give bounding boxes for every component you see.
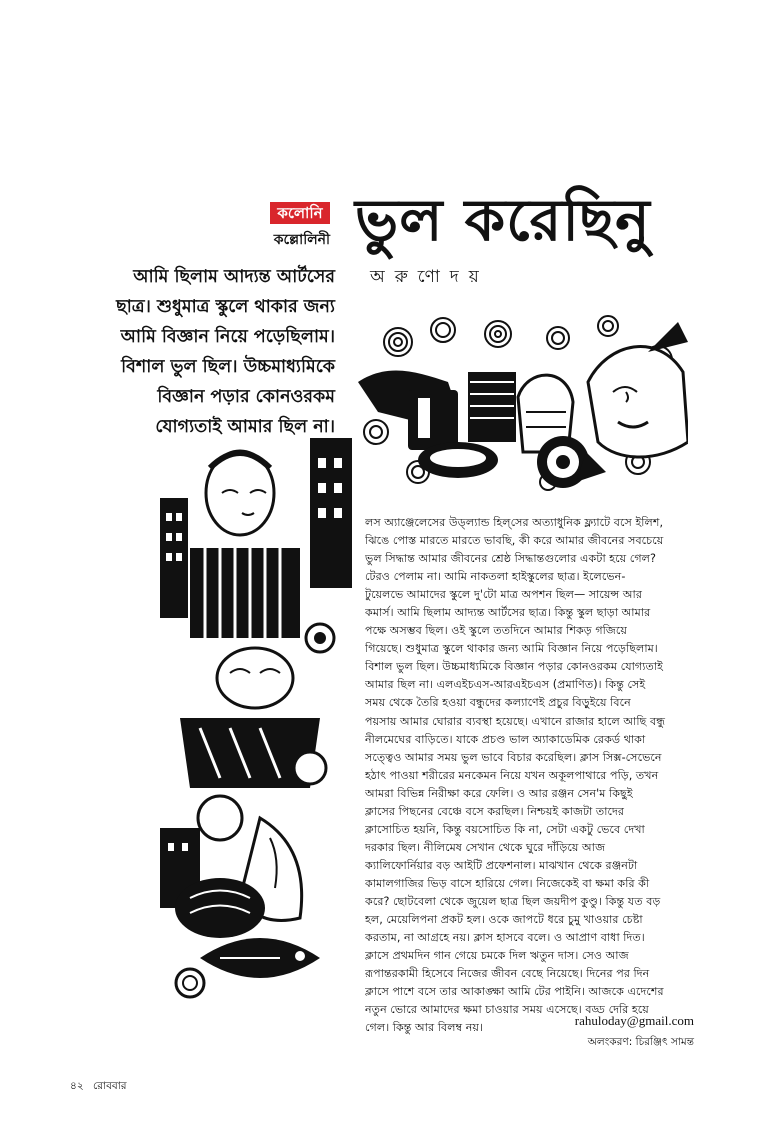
body-line: গিয়েছে। শুধুমাত্র স্কুলে থাকার জন্য আমি বিজ্ঞান নিয়ে পড়েছিলাম।: [365, 642, 658, 656]
body-line: লস অ্যাঞ্জেলেসের উড্‌ল্যান্ড হিল্‌সের অত্যাধুনিক ফ্ল্যাটে বসে ইলিশ,: [365, 516, 663, 529]
body-line: ক্লাসোচিত হয়নি, কিন্তু বয়সোচিত কি না, সেটা একটু ভেবে দেখা: [365, 822, 645, 836]
body-line: ক্লাসের পিছনের বেঞ্চে বসে করছিল। নিশ্চয়ই কাজটা তাদের: [365, 804, 625, 818]
magazine-name: রোববার: [92, 1080, 127, 1092]
pull-quote-line: ছাত্র। শুধুমাত্র স্কুলে থাকার জন্য: [116, 297, 335, 317]
body-line: করতাম, না আগ্রহে নয়। ক্লাস হাসবে বলে। ও আপ্রাণ বাধা দিত।: [365, 931, 645, 945]
body-line: ভুল সিদ্ধান্ত আমার জীবনের শ্রেষ্ঠ সিদ্ধান্তগুলোর একটা হয়ে গেল?: [365, 552, 656, 566]
body-line: টেরও পেলাম না। আমি নাকতলা হাইস্কুলের ছাত্র। ইলেভেন-: [365, 570, 626, 584]
author-email[interactable]: rahuloday@gmail.com: [574, 1013, 694, 1028]
body-line: গেল। কিন্তু আর বিলম্ব নয়।: [365, 1021, 483, 1035]
body-line: সময় থেকে তৈরি হওয়া বন্ধুদের কল্যাণেই প্রচুর বিড়ুইয়ে বিনে: [365, 696, 631, 710]
body-line: পয়সায় আমার ঘোরার ব্যবস্থা হয়েছে। এখানে রাজার হালে আছি বন্ধু: [365, 714, 666, 728]
pull-quote: [90, 262, 335, 442]
body-line: কমার্স। আমি ছিলাম আদ্যন্ত আর্টসের ছাত্র। কিন্তু স্কুল ছাড়া আমার: [365, 606, 651, 620]
body-line: রূপান্তরকামী হিসেবে নিজের জীবন বেছে নিয়েছে। দিনের পর দিন: [365, 967, 650, 981]
body-line: করে? ছোটবেলা থেকে জুয়েল ছাত্র ছিল জয়দীপ কুণ্ডু। কিন্তু যত বড়: [365, 894, 661, 908]
body-line: ক্লাসে প্রথমদিন গান গেয়ে চমকে দিল ঋতুন দাস। সেও আজ: [365, 949, 629, 963]
section-tag[interactable]: কলোনি: [277, 204, 323, 222]
body-line: ক্লাসে পাশে বসে তার আকাঙ্ক্ষা আমি টের পাইনি। আজকে এদেশের: [365, 985, 664, 999]
body-line: হল, মেয়েলিপনা প্রকট হল। ওকে জাপটে ধরে চুমু খাওয়ার চেষ্টা: [365, 913, 643, 927]
body-line: নীলমেঘের বাড়িতে। যাকে প্রচণ্ড ভাল অ্যাকাডেমিক রেকর্ড থাকা: [365, 732, 646, 746]
body-line: দরকার ছিল। নীলিমেষ সেখান থেকে ঘুরে দাঁড়িয়ে আজ: [365, 840, 606, 854]
top-illustration: [358, 312, 688, 494]
pull-quote-line: বিশাল ভুল ছিল। উচ্চমাধ্যমিকে: [121, 357, 335, 377]
article-title: ভুল করেছিনু: [355, 186, 651, 254]
body-line: কামালগাজির ভিড় বাসে হারিয়ে গেল। নিজেকেই বা ক্ষমা করি কী: [365, 876, 650, 890]
pull-quote-line: যোগ্যতাই আমার ছিল না।: [155, 417, 335, 437]
body-line: আমরা বিভিন্ন নিরীক্ষা করে ফেলি। ও আর রঞ্জন সেন'ম কিছুই: [365, 786, 633, 800]
body-line: নতুন ভোরে আমাদের ক্ষমা চাওয়ার সময় এসেছে। বড্ড দেরি হয়ে: [365, 1003, 649, 1017]
article-body: [365, 514, 700, 1037]
pull-quote-line: আমি বিজ্ঞান নিয়ে পড়েছিলাম।: [120, 327, 335, 347]
body-line: টুয়েলভে আমাদের স্কুলে দু'টো মাত্র অপশন ছিল— সায়েন্স আর: [365, 588, 643, 602]
pull-quote-line: আমি ছিলাম আদ্যন্ত আর্টসের: [133, 267, 335, 287]
author-byline: অরুণোদয়: [370, 267, 489, 287]
folio: [70, 1079, 133, 1096]
body-line: আমার ছিল না। এলএইচএস-আরএইচএস (প্রমাণিত)। কিন্তু সেই: [365, 678, 646, 692]
body-line: পক্ষে অসম্ভব ছিল। ওই স্কুলে ততদিনে আমার শিকড় গজিয়ে: [365, 624, 627, 638]
section-subtitle: কল্লোলিনী: [273, 232, 330, 248]
body-line: ক্যালিফোর্নিয়ার বড় আইটি প্রফেশনাল। মাঝখান থেকে রঞ্জনটা: [365, 858, 638, 872]
pull-quote-line: বিজ্ঞান পড়ার কোনওরকম: [157, 387, 335, 407]
left-illustration: [160, 438, 352, 1010]
illustration-credit: অলংকরণ: চিরঞ্জিৎ সামন্ত: [587, 1036, 694, 1048]
body-line: হঠাৎ পাওয়া শরীরের মনকেমন নিয়ে যখন অকূলপাথারে পড়ি, তখন: [365, 768, 659, 782]
body-line: ঝিঙে পোস্ত মারতে মারতে ভাবছি, কী করে আমার জীবনের সবচেয়ে: [365, 534, 664, 548]
body-line: সত্ত্বেও আমার সময় ভুল ভাবে বিচার করেছিল। ক্লাস সিক্স-সেভেনে: [365, 750, 662, 764]
body-line: বিশাল ভুল ছিল। উচ্চমাধ্যমিকে বিজ্ঞান পড়ার কোনওরকম যোগ্যতাই: [365, 660, 663, 674]
page-number: ৪২: [70, 1080, 84, 1092]
